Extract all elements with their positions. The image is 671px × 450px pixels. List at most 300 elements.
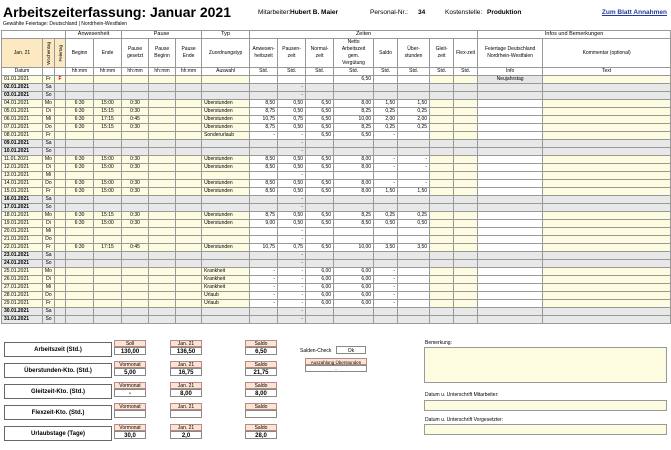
cell[interactable]: Sonderurlaub [202,132,250,140]
cell[interactable] [94,196,122,204]
summary-box-value[interactable]: - [114,389,146,397]
annahmen-link[interactable]: Zum Blatt Annahmen [601,9,667,16]
col-beginn: Beginn [66,39,94,68]
cell[interactable] [176,228,202,236]
cell[interactable] [122,268,149,276]
cell[interactable] [94,236,122,244]
summary-box-a[interactable] [114,382,146,397]
cell[interactable]: 0:30 [122,156,149,164]
cell[interactable]: 0:30 [122,124,149,132]
cell[interactable] [202,140,250,148]
cell[interactable] [176,172,202,180]
cell[interactable] [176,196,202,204]
cell[interactable] [66,140,94,148]
summary-box-value: 28,0 [245,431,277,439]
cell[interactable] [122,196,149,204]
auszahlung-box[interactable] [305,358,367,372]
cell[interactable]: 6:30 [66,164,94,172]
cell[interactable]: 0:30 [122,220,149,228]
cell[interactable]: Überstunden [202,220,250,228]
cell[interactable] [176,116,202,124]
cell [430,276,454,284]
cell[interactable] [122,284,149,292]
summary-box-value[interactable] [114,410,146,418]
cell[interactable] [149,300,176,308]
cell[interactable] [149,196,176,204]
cell[interactable]: Überstunden [202,180,250,188]
cell [55,108,66,116]
cell[interactable] [454,316,478,324]
cell[interactable] [122,84,149,92]
cell[interactable] [122,252,149,260]
cell[interactable]: Überstunden [202,100,250,108]
cell[interactable] [149,276,176,284]
cell[interactable] [122,276,149,284]
cell[interactable] [543,300,671,308]
summary-box-value: 6,50 [245,347,277,355]
col-feiertage-info: Feiertage Deutschland Nordrhein-Westfalen [478,39,543,68]
cell[interactable] [66,316,94,324]
cell[interactable]: 15:00 [94,100,122,108]
cell[interactable] [454,220,478,228]
cell: Di [43,108,55,116]
cell[interactable] [66,260,94,268]
cell[interactable] [454,116,478,124]
cell[interactable] [543,124,671,132]
cell[interactable]: 0:30 [122,108,149,116]
cell[interactable] [122,292,149,300]
summary-label: Gleitzeit-Kto. (Std.) [4,384,112,399]
cell[interactable]: 17:15 [94,244,122,252]
unterschrift-ma-field[interactable] [424,400,667,411]
cell[interactable] [543,276,671,284]
cell[interactable] [543,260,671,268]
cell[interactable]: Überstunden [202,108,250,116]
cell[interactable] [94,76,122,84]
cell[interactable] [454,92,478,100]
cell[interactable] [543,212,671,220]
cell[interactable] [543,196,671,204]
cell[interactable] [122,260,149,268]
cell[interactable] [454,300,478,308]
cell[interactable] [543,132,671,140]
cell[interactable] [202,260,250,268]
cell[interactable]: 15:00 [94,188,122,196]
cell[interactable]: 6:30 [66,188,94,196]
cell[interactable] [176,220,202,228]
cell[interactable] [66,76,94,84]
summary-box-label: Vormonat [114,403,146,410]
cell[interactable] [176,76,202,84]
unterschrift-vg-field[interactable] [424,424,667,435]
cell[interactable] [94,92,122,100]
cell[interactable] [66,148,94,156]
cell[interactable] [149,220,176,228]
cell: 0,50 [398,220,430,228]
cell[interactable] [149,260,176,268]
cell[interactable] [454,164,478,172]
cell[interactable] [122,92,149,100]
cell[interactable] [176,236,202,244]
cell[interactable]: 6:30 [66,220,94,228]
cell[interactable] [176,252,202,260]
cell: 8,75 [250,212,278,220]
cell[interactable] [543,84,671,92]
cell [430,156,454,164]
cell[interactable]: Urlaub [202,292,250,300]
cell[interactable] [543,140,671,148]
cell[interactable] [202,92,250,100]
cell[interactable] [176,164,202,172]
cell[interactable] [122,308,149,316]
cell[interactable] [94,204,122,212]
cell[interactable] [543,204,671,212]
cell[interactable] [543,284,671,292]
cell[interactable]: Krankheit [202,268,250,276]
cell[interactable] [122,76,149,84]
cell[interactable]: 15:00 [94,164,122,172]
cell [306,140,334,148]
cell[interactable]: 6:30 [66,100,94,108]
cell[interactable] [543,148,671,156]
cell[interactable] [543,108,671,116]
summary-box-value[interactable]: 130,00 [114,347,146,355]
cell[interactable] [94,284,122,292]
cell[interactable]: 6:30 [66,156,94,164]
cell[interactable]: Urlaub [202,300,250,308]
cell[interactable] [454,228,478,236]
cell[interactable] [94,228,122,236]
cell[interactable] [202,308,250,316]
cell[interactable] [176,132,202,140]
cell[interactable] [454,172,478,180]
cell[interactable] [122,228,149,236]
cell[interactable] [176,84,202,92]
cell[interactable] [66,252,94,260]
cell[interactable] [122,300,149,308]
cell[interactable] [149,148,176,156]
cell[interactable] [122,236,149,244]
cell[interactable] [454,268,478,276]
cell[interactable] [149,308,176,316]
cell[interactable] [66,268,94,276]
bemerkung-field[interactable] [424,347,667,383]
cell[interactable] [454,308,478,316]
summary-box-label: Jan. 21 [170,340,202,347]
cell[interactable] [66,204,94,212]
cell[interactable]: 6:30 [66,108,94,116]
cell [478,244,543,252]
cell[interactable] [543,308,671,316]
cell[interactable] [149,76,176,84]
cell[interactable] [176,188,202,196]
cell[interactable] [176,284,202,292]
cell[interactable] [149,284,176,292]
cell[interactable] [122,132,149,140]
cell[interactable] [149,92,176,100]
cell [430,292,454,300]
cell[interactable] [543,100,671,108]
cell[interactable] [94,268,122,276]
cell[interactable]: 0:30 [122,180,149,188]
cell[interactable] [454,108,478,116]
cell[interactable] [149,132,176,140]
cell: 6,50 [306,124,334,132]
cell[interactable] [66,84,94,92]
cell[interactable] [149,236,176,244]
cell[interactable] [94,252,122,260]
cell[interactable] [454,284,478,292]
cell[interactable]: Überstunden [202,164,250,172]
cell[interactable] [149,124,176,132]
cell[interactable] [202,148,250,156]
cell[interactable] [176,300,202,308]
cell: Sa [43,308,55,316]
cell[interactable] [149,252,176,260]
cell[interactable] [122,316,149,324]
cell[interactable]: 6:30 [66,244,94,252]
cell[interactable] [543,220,671,228]
cell[interactable] [454,292,478,300]
cell[interactable] [176,292,202,300]
cell[interactable] [66,308,94,316]
cell[interactable] [176,100,202,108]
cell[interactable]: Überstunden [202,124,250,132]
cell: 26.01.2021 [2,276,43,284]
cell[interactable] [454,132,478,140]
cell[interactable] [66,228,94,236]
cell[interactable] [454,140,478,148]
cell[interactable] [149,268,176,276]
cell[interactable] [94,140,122,148]
cell[interactable] [176,316,202,324]
cell[interactable] [176,268,202,276]
cell[interactable] [543,92,671,100]
cell[interactable] [122,204,149,212]
cell[interactable] [176,244,202,252]
cell[interactable] [149,164,176,172]
cell[interactable] [454,244,478,252]
cell[interactable] [202,172,250,180]
cell: - [278,252,306,260]
cell[interactable] [94,172,122,180]
cell[interactable] [202,76,250,84]
cell[interactable]: Überstunden [202,212,250,220]
cell[interactable]: 17:15 [94,116,122,124]
cell[interactable] [66,172,94,180]
cell[interactable] [176,204,202,212]
cell[interactable] [66,276,94,284]
cell[interactable] [454,236,478,244]
cell[interactable] [149,292,176,300]
cell[interactable] [543,172,671,180]
cell[interactable] [454,124,478,132]
cell[interactable] [454,196,478,204]
cell[interactable] [543,292,671,300]
cell[interactable]: Überstunden [202,244,250,252]
cell[interactable]: 0:30 [122,188,149,196]
cell [306,148,334,156]
cell[interactable]: 0:30 [122,100,149,108]
cell[interactable] [176,148,202,156]
cell[interactable]: 0:45 [122,244,149,252]
cell[interactable] [94,84,122,92]
cell[interactable] [543,252,671,260]
cell[interactable] [176,124,202,132]
cell[interactable]: Krankheit [202,284,250,292]
cell: 01.01.2021 [2,76,43,84]
cell[interactable] [176,156,202,164]
cell[interactable] [149,188,176,196]
cell[interactable]: 15:00 [94,180,122,188]
summary-box-value[interactable]: 30,0 [114,431,146,439]
summary-box-a[interactable] [114,424,146,439]
cell[interactable]: Überstunden [202,116,250,124]
cell[interactable]: 0:45 [122,116,149,124]
cell[interactable] [543,180,671,188]
cell[interactable] [176,212,202,220]
cell[interactable]: 0:30 [122,212,149,220]
cell: 0,50 [278,156,306,164]
cell[interactable] [454,188,478,196]
cell [250,204,278,212]
cell[interactable] [66,92,94,100]
summary-box-a[interactable] [114,361,146,376]
cell[interactable] [454,252,478,260]
cell[interactable] [66,132,94,140]
cell[interactable] [543,316,671,324]
cell[interactable] [149,180,176,188]
col-feiertag: Feiertag [55,39,66,68]
cell[interactable] [94,300,122,308]
summary-box-a[interactable] [114,340,146,355]
cell: - [250,300,278,308]
cell: 6,00 [306,276,334,284]
cell[interactable] [176,180,202,188]
cell[interactable] [149,116,176,124]
cell: 11.01.2021 [2,156,43,164]
cell[interactable]: Überstunden [202,188,250,196]
cell[interactable] [176,92,202,100]
cell: - [278,300,306,308]
cell[interactable]: 6:30 [66,124,94,132]
cell[interactable] [454,148,478,156]
cell[interactable] [454,100,478,108]
cell[interactable] [94,276,122,284]
cell[interactable] [543,156,671,164]
cell[interactable] [454,156,478,164]
cell[interactable] [66,236,94,244]
cell[interactable]: Krankheit [202,276,250,284]
cell[interactable]: 15:00 [94,220,122,228]
cell[interactable] [454,212,478,220]
cell[interactable]: Überstunden [202,156,250,164]
cell[interactable] [454,180,478,188]
cell[interactable] [202,236,250,244]
cell[interactable]: 15:15 [94,108,122,116]
cell[interactable] [149,100,176,108]
cell[interactable] [122,148,149,156]
cell[interactable] [202,204,250,212]
cell[interactable] [454,260,478,268]
cell[interactable]: 6:30 [66,212,94,220]
cell[interactable] [543,268,671,276]
cell[interactable] [94,132,122,140]
col-pause-beginn: Pause Beginn [149,39,176,68]
cell[interactable] [122,172,149,180]
cell[interactable]: 15:15 [94,124,122,132]
cell: 6,50 [306,116,334,124]
cell[interactable] [66,292,94,300]
cell[interactable] [94,292,122,300]
cell[interactable] [149,156,176,164]
summary-box-value[interactable]: 5,00 [114,368,146,376]
cell[interactable] [149,108,176,116]
cell[interactable] [66,196,94,204]
cell[interactable]: 15:00 [94,156,122,164]
cell[interactable] [149,212,176,220]
cell[interactable] [454,84,478,92]
cell[interactable] [202,84,250,92]
cell: - [278,236,306,244]
cell[interactable] [122,140,149,148]
cell[interactable] [543,236,671,244]
cell[interactable] [149,140,176,148]
cell[interactable] [202,252,250,260]
cell[interactable] [66,300,94,308]
cell[interactable] [94,148,122,156]
cell[interactable] [176,108,202,116]
cell[interactable] [176,276,202,284]
cell[interactable] [454,276,478,284]
summary-box-a[interactable] [114,403,146,418]
cell: - [250,132,278,140]
cell: Fr [43,132,55,140]
cell[interactable] [176,260,202,268]
cell[interactable] [543,188,671,196]
cell[interactable] [149,244,176,252]
auszahlung-value[interactable]: - [305,365,367,372]
cell[interactable] [149,228,176,236]
cell[interactable] [94,308,122,316]
cell[interactable] [176,140,202,148]
cell: Fr [43,300,55,308]
cell[interactable] [66,284,94,292]
cell[interactable] [543,228,671,236]
cell[interactable] [94,316,122,324]
cell[interactable]: 15:15 [94,212,122,220]
cell[interactable] [202,316,250,324]
cell[interactable] [202,196,250,204]
cell[interactable] [149,316,176,324]
col-date: Jan. 21 [2,39,43,68]
cell[interactable] [454,76,478,84]
cell[interactable] [543,116,671,124]
cell[interactable]: 6:30 [66,116,94,124]
cell[interactable] [454,204,478,212]
cell[interactable]: 0:30 [122,164,149,172]
cell[interactable] [202,228,250,236]
cell[interactable] [149,204,176,212]
cell[interactable]: 6:30 [66,180,94,188]
cell[interactable] [543,244,671,252]
cell[interactable] [149,172,176,180]
cell[interactable] [543,76,671,84]
cell[interactable] [176,308,202,316]
cell[interactable] [149,84,176,92]
cell[interactable] [543,164,671,172]
cell[interactable] [94,260,122,268]
